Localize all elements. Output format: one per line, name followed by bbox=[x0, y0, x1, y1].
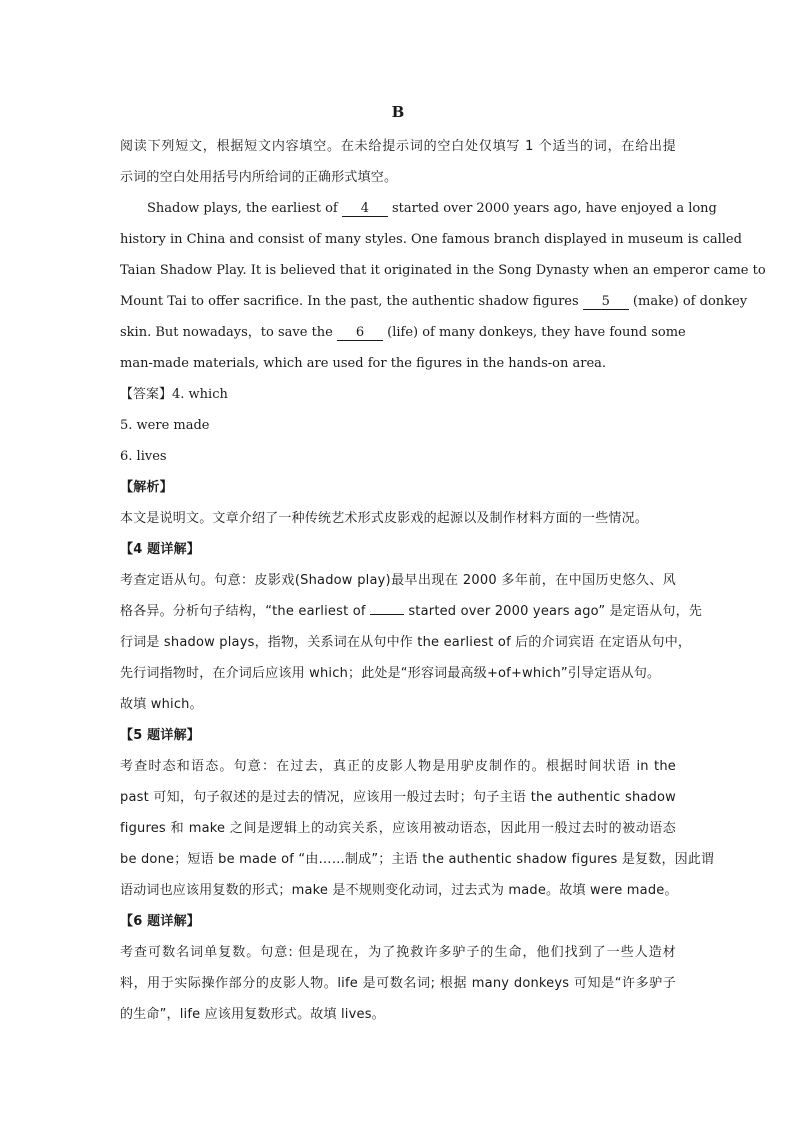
passage-line-1 bbox=[120, 193, 717, 224]
q4-line-5: 故填 which。 bbox=[120, 697, 203, 712]
q5-line-3: figures 和 make 之间是逻辑上的动宾关系，应该用被动语态，因此用一般过去时的被动语态 bbox=[120, 821, 676, 836]
passage-line-6: man-made materials, which are used for the figures in the hands-on area. bbox=[120, 356, 607, 371]
q6-title: 【6 题详解】 bbox=[120, 914, 200, 929]
analysis-summary: 本文是说明文。文章介绍了一种传统艺术形式皮影戏的起源以及制作材料方面的一些情况。 bbox=[120, 511, 649, 526]
passage-text: started over 2000 years ago, have enjoyed a long bbox=[387, 201, 717, 216]
passage-line-3: Taian Shadow Play. It is believed that it originated in the Song Dynasty when an emperor came to bbox=[120, 263, 766, 278]
q4-title: 【4 题详解】 bbox=[120, 542, 200, 557]
q5-title: 【5 题详解】 bbox=[120, 728, 200, 743]
analysis-label: 【解析】 bbox=[120, 480, 173, 495]
q5-line-2: past 可知，句子叙述的是过去的情况，应该用一般过去时；句子主语 the authentic shadow bbox=[120, 790, 676, 805]
q4-quote-tail: started over 2000 years ago bbox=[404, 604, 599, 619]
passage-text: Shadow plays, the earliest of bbox=[147, 201, 342, 216]
passage-line-5 bbox=[120, 317, 686, 348]
passage-text: skin. But nowadays，to save the bbox=[120, 325, 337, 340]
instruction-line-1: 阅读下列短文，根据短文内容填空。在未给提示词的空白处仅填写 1 个适当的词，在给出提 bbox=[120, 139, 676, 154]
q4-text: 格各异。分析句子结构，“the earliest of bbox=[120, 604, 370, 619]
q4-line-2 bbox=[120, 596, 703, 627]
answer-third: 6. lives bbox=[120, 449, 167, 464]
blank-4: 4 bbox=[342, 202, 388, 217]
passage-line-2: history in China and consist of many styles. One famous branch displayed in museum is called bbox=[120, 232, 742, 247]
q4-text: ” 是定语从句，先 bbox=[598, 604, 703, 619]
q5-line-1: 考查时态和语态。句意：在过去，真正的皮影人物是用驴皮制作的。根据时间状语 in the bbox=[120, 759, 676, 774]
passage-text: Mount Tai to offer sacrifice. In the past, the authentic shadow figures bbox=[120, 294, 583, 309]
q4-blank bbox=[370, 600, 404, 615]
passage-text: (make) of donkey bbox=[628, 294, 748, 309]
blank-5: 5 bbox=[583, 295, 629, 310]
q6-line-1: 考查可数名词单复数。句意: 但是现在，为了挽救许多驴子的生命，他们找到了一些人造材 bbox=[120, 945, 676, 960]
answer-second: 5. were made bbox=[120, 418, 210, 433]
passage-line-4 bbox=[120, 286, 748, 317]
q5-line-5: 语动词也应该用复数的形式；make 是不规则变化动词，过去式为 made。故填 were made。 bbox=[120, 883, 678, 898]
answer-first: 4. which bbox=[172, 387, 228, 402]
answer-line bbox=[120, 379, 676, 410]
answer-label: 【答案】 bbox=[120, 387, 173, 402]
blank-6: 6 bbox=[337, 326, 383, 341]
passage-text: (life) of many donkeys, they have found some bbox=[383, 325, 686, 340]
q6-line-3: 的生命”，life 应该用复数形式。故填 lives。 bbox=[120, 1007, 385, 1022]
instruction-line-2: 示词的空白处用括号内所给词的正确形式填空。 bbox=[120, 170, 398, 185]
document-page bbox=[120, 100, 766, 1030]
section-label: B bbox=[391, 103, 405, 121]
q4-line-3: 行词是 shadow plays，指物，关系词在从句中作 the earliest of 后的介词宾语 在定语从句中， bbox=[120, 635, 692, 650]
q6-line-2: 料，用于实际操作部分的皮影人物。life 是可数名词; 根据 many donkeys 可知是“许多驴子 bbox=[120, 976, 676, 991]
q4-line-1: 考查定语从句。句意：皮影戏(Shadow play)最早出现在 2000 多年前，在中国历史悠久、风 bbox=[120, 573, 676, 588]
q4-line-4: 先行词指物时，在介词后应该用 which；此处是“形容词最高级+of+which”引导定语从句。 bbox=[120, 666, 661, 681]
q5-line-4: be done；短语 be made of “由……制成”；主语 the authentic shadow figures 是复数，因此谓 bbox=[120, 852, 715, 867]
